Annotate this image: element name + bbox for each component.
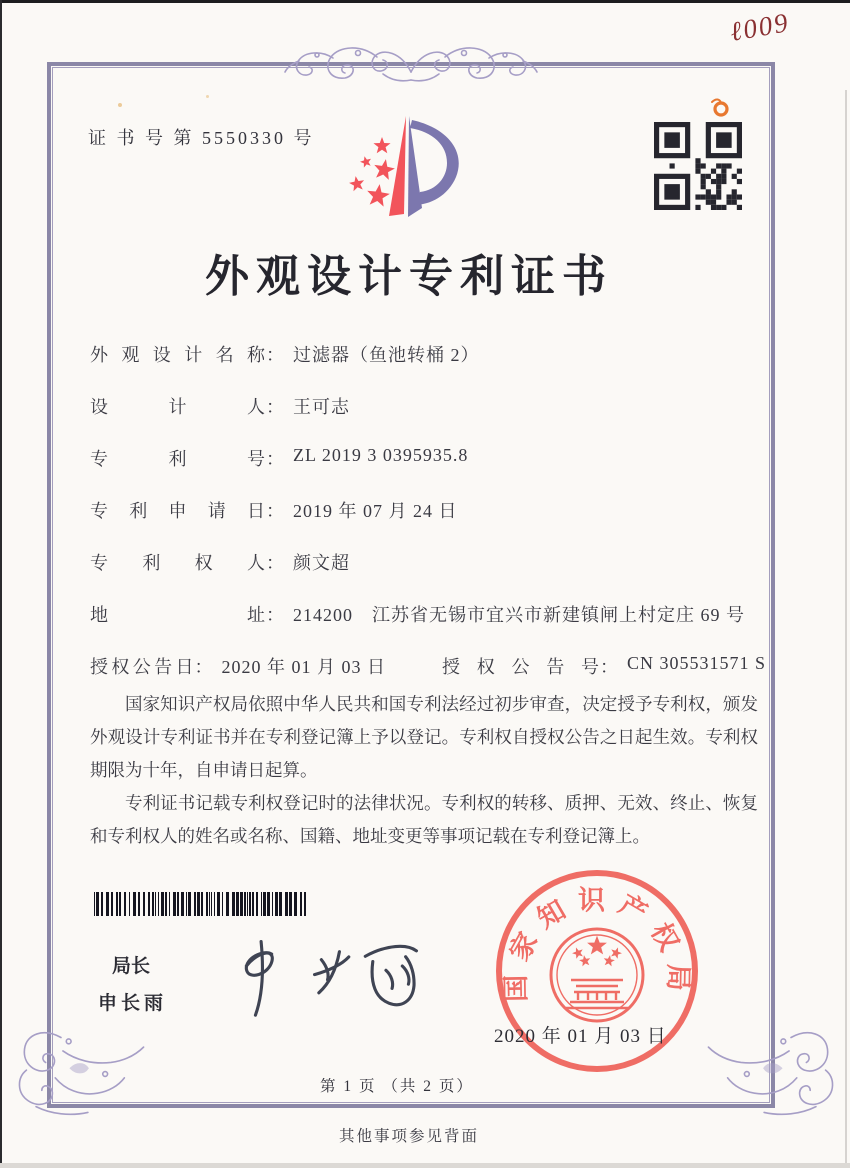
cnipa-official-seal — [486, 868, 708, 1080]
certificate-title: 外观设计专利证书 — [205, 252, 613, 301]
top-flourish-ornament — [283, 38, 539, 90]
director-signature-handwriting — [212, 928, 432, 1028]
scan-edge-top — [0, 0, 850, 3]
field-filing-date: 专利申请日 ： 2019 年 07 月 24 日 — [90, 501, 458, 521]
director-name: 申长雨 — [98, 993, 168, 1014]
national-emblem-icon — [551, 929, 643, 1021]
field-grant-number: 授权公告号 ： CN 305531571 S — [441, 653, 766, 677]
back-note: 其他事项参见背面 — [338, 1128, 479, 1145]
seal-text: 国家知识产权局 — [500, 885, 694, 1003]
cnipa-logo-icon — [342, 104, 482, 238]
legal-paragraph-1: 国家知识产权局依照中华人民共和国专利法经过初步审查，决定授予专利权，颁发外观设计专利证书并在专利登记簿上予以登记。专利权自授权公告之日起生效。专利权期限为十年，自申请日起算。 — [90, 694, 758, 780]
scan-edge-left — [0, 0, 2, 1168]
field-grant-date-and-number: 授权公告日 ： 2020 年 01 月 03 日 授权公告号 ： CN 305531571 S — [90, 653, 766, 677]
legal-paragraph-2: 专利证书记载专利权登记时的法律状况。专利权的转移、质押、无效、终止、恢复和专利权人的姓名或名称、国籍、地址变更等事项记载在专利登记簿上。 — [90, 793, 758, 846]
field-address: 地址 ： 214200 江苏省无锡市宜兴市新建镇闸上村定庄 69 号 — [90, 605, 745, 625]
qr-code-icon — [654, 122, 742, 210]
field-patentee: 专利权人 ： 颜文超 — [90, 553, 350, 573]
certificate-fields — [90, 341, 766, 697]
field-patent-number: 专利号 ： ZL 2019 3 0395935.8 — [90, 445, 469, 469]
certificate-number: 证 书 号 第 5550330 号 — [88, 128, 315, 148]
barcode-icon — [94, 892, 310, 916]
scan-edge-right — [845, 90, 847, 1168]
director-title: 局长 — [112, 956, 151, 977]
field-designer: 设计人 ： 王可志 — [90, 397, 350, 417]
page-indicator: 第 1 页 （共 2 页） — [320, 1078, 474, 1095]
scan-edge-bottom — [0, 1163, 850, 1168]
field-design-name: 外观设计名称 ： 过滤器（鱼池转桶 2） — [90, 345, 480, 365]
legal-text — [90, 688, 758, 853]
seal-date: 2020 年 01 月 03 日 — [494, 1026, 667, 1047]
handwritten-number-mark: ℓ009 — [727, 7, 792, 47]
orange-ink-mark — [706, 96, 732, 124]
